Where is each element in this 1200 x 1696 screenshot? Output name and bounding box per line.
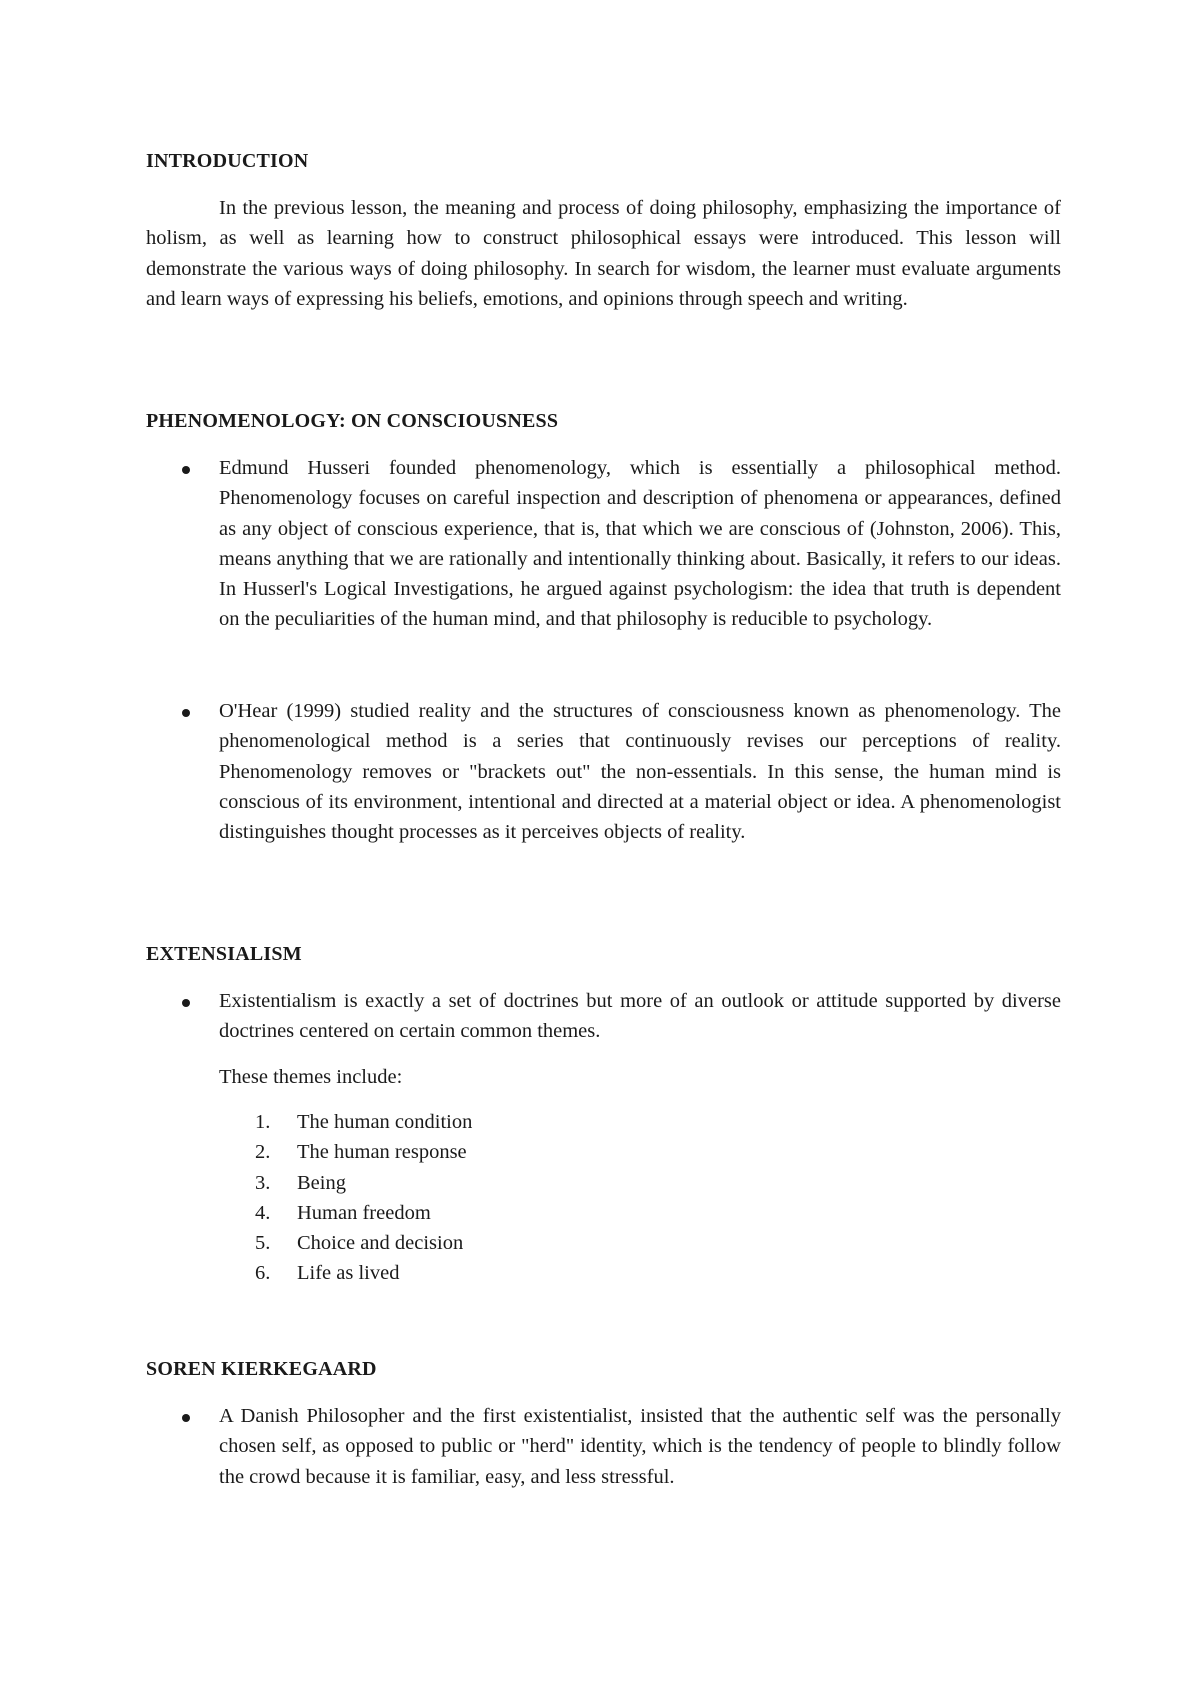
list-item (219, 1137, 472, 1167)
list-item (146, 696, 1061, 847)
section-heading-phenomenology: PHENOMENOLOGY: ON CONSCIOUSNESS (146, 410, 559, 432)
list-number: 1. (255, 1111, 271, 1133)
bullet-icon (182, 709, 190, 717)
list-item-text: Choice and decision (297, 1232, 464, 1255)
bullet-text: A Danish Philosopher and the first existentialist, insisted that the authentic self was the personally chosen self, as opposed to public or "herd" identity, which is the tendency of people to blindly follow the crowd because it is familiar, easy, and less stressful. (219, 1405, 1061, 1488)
bullet-text: Existentialism is exactly a set of doctrines but more of an outlook or attitude supported by diverse doctrines centered on certain common themes. (219, 990, 1061, 1043)
bullet-icon (182, 1414, 190, 1422)
list-number: 2. (255, 1141, 271, 1164)
section-heading-existentialism: EXTENSIALISM (146, 943, 302, 965)
list-item (219, 1198, 472, 1228)
list-item-text: Human freedom (297, 1201, 431, 1224)
list-item-text: Life as lived (297, 1262, 400, 1285)
bullet-icon (182, 999, 190, 1007)
list-item-text: Being (297, 1171, 346, 1194)
list-item (146, 453, 1061, 635)
list-item (146, 1401, 1061, 1492)
list-item (219, 1168, 472, 1198)
list-number: 4. (255, 1201, 271, 1224)
list-number: 6. (255, 1262, 271, 1285)
section-heading-kierkegaard: SOREN KIERKEGAARD (146, 1358, 377, 1380)
list-item (219, 1107, 472, 1137)
list-item-text: The human condition (297, 1111, 473, 1133)
section-heading-introduction: INTRODUCTION (146, 150, 309, 172)
bullet-icon (182, 466, 190, 474)
list-number: 5. (255, 1232, 271, 1255)
themes-list (219, 1107, 472, 1289)
intro-paragraph: In the previous lesson, the meaning and process of doing philosophy, emphasizing the importance of holism, as well as learning how to construct philosophical essays were introduced. This lesson will demonstrate the various ways of doing philosophy. In search for wisdom, the learner must evaluate arguments and learn ways of expressing his beliefs, emotions, and opinions through speech and writing. (146, 197, 1061, 310)
list-item (146, 986, 1061, 1047)
bullet-text: Edmund Husseri founded phenomenology, which is essentially a philosophical method. Phenomenology focuses on careful inspection and description of phenomena or appearances, defined as any object of conscious experience, that is, that which we are conscious of (Johnston, 2006). This, means anything that we are rationally and intentionally thinking about. Basically, it refers to our ideas. In Husserl's Logical Investigations, he argued against psychologism: the idea that truth is dependent on the peculiarities of the human mind, and that philosophy is reducible to psychology. (219, 457, 1061, 631)
list-number: 3. (255, 1171, 271, 1194)
bullet-text: O'Hear (1999) studied reality and the structures of consciousness known as phenomenology. The phenomenological method is a series that continuously revises our perceptions of reality. Phenomenology removes or "brackets out" the non-essentials. In this sense, the human mind is conscious of its environment, intentional and directed at a material object or idea. A phenomenologist distinguishes thought processes as it perceives objects of reality. (219, 700, 1061, 844)
list-item (219, 1228, 472, 1258)
list-item-text: The human response (297, 1141, 467, 1164)
themes-intro: These themes include: (219, 1066, 403, 1088)
list-item (219, 1258, 472, 1288)
